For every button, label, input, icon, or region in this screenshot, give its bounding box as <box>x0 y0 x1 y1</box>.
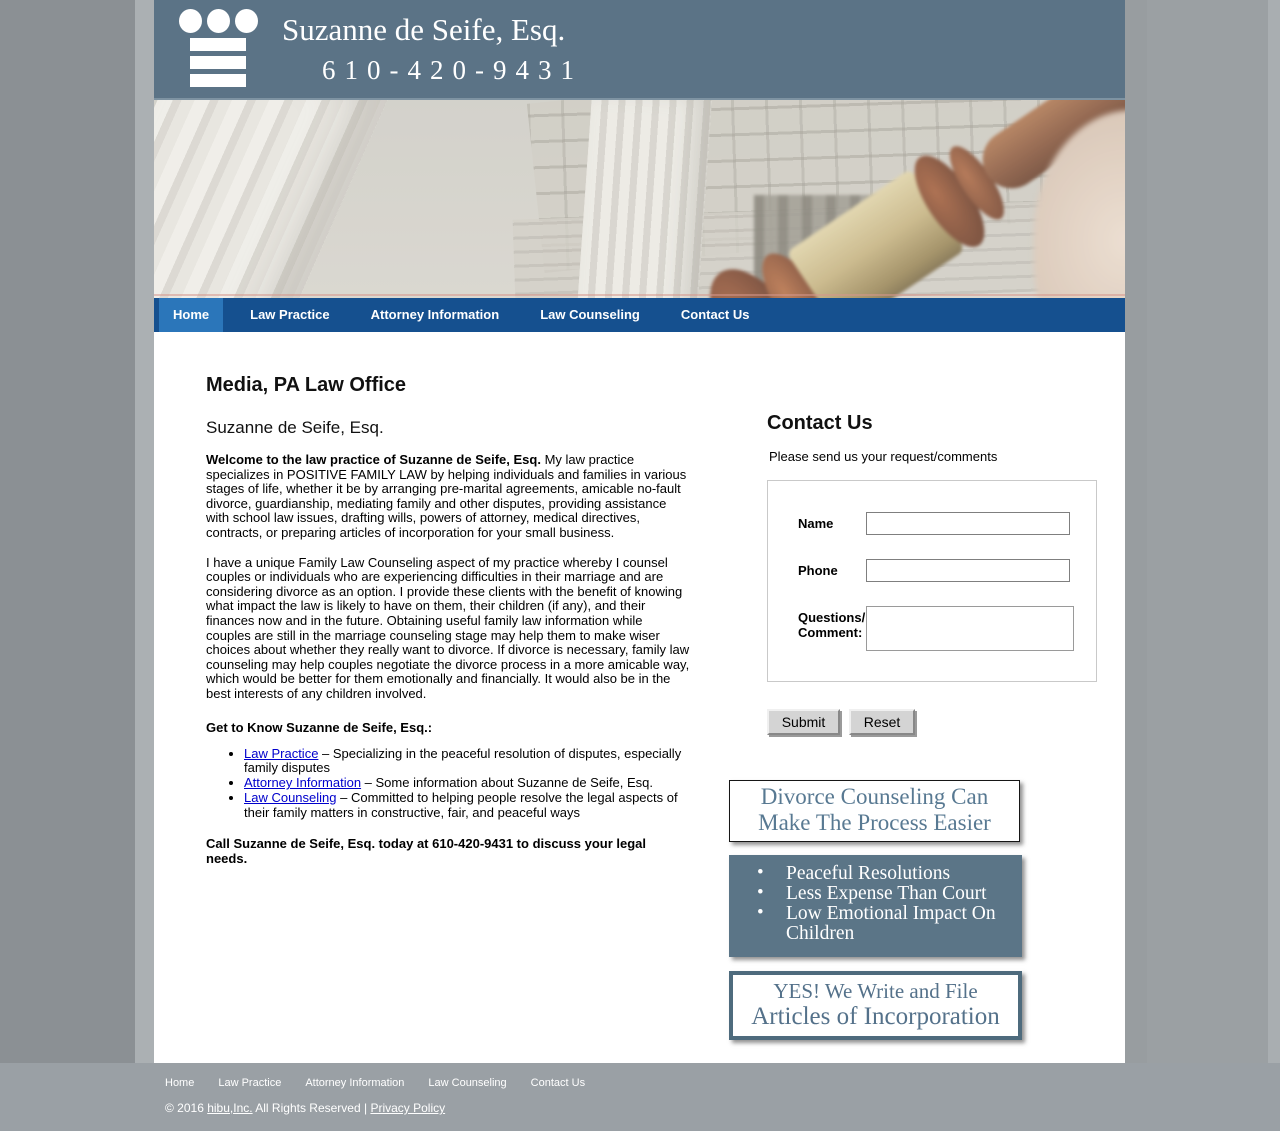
site-footer <box>0 1063 1280 1131</box>
benefit-item: • Peaceful Resolutions <box>757 864 1012 884</box>
sidebar-column <box>729 360 1125 1063</box>
phone-input[interactable] <box>866 559 1070 582</box>
logo-circle <box>179 9 202 33</box>
questions-label-line1: Questions/ <box>798 610 866 625</box>
banner-line: Divorce Counseling Can <box>760 784 989 809</box>
main-content <box>154 332 1125 1063</box>
masthead-text <box>282 12 583 86</box>
get-to-know-heading: Get to Know Suzanne de Seife, Esq.: <box>206 719 433 735</box>
privacy-policy-link[interactable]: Privacy Policy <box>370 1101 446 1115</box>
phone-row <box>798 559 1096 582</box>
site-title: Suzanne de Seife, Esq. <box>282 12 566 47</box>
footer-link-home[interactable]: Home <box>165 1077 195 1089</box>
hero-image <box>154 98 1125 298</box>
copyright-middle: All Rights Reserved | <box>252 1101 371 1115</box>
intro-paragraph <box>206 453 690 541</box>
benefit-item: • Less Expense Than Court <box>757 884 1012 904</box>
list-item-text: – Specializing in the peaceful resolution of disputes, especially family disputes <box>244 745 682 776</box>
copyright-line <box>165 1101 1280 1115</box>
logo-circle <box>235 9 258 33</box>
counseling-paragraph: I have a unique Family Law Counseling aspect of my practice whereby I counsel couples or individuals who are experiencing difficulties in their marriage and are considering divorce as an option. I provide these clients with the benefit of knowing what impact the law is likely to have on them, their children (if any), and their finances now and in the future. Obtaining useful family law information while couples are still in the marriage counseling stage may help them to make wiser choices about whether they really want to divorce. If divorce is necessary, family law counseling may help couples negotiate the divorce process in a more amicable way, which would be better for them emotionally and financially. It would also be in the best interests of any children involved. <box>206 554 690 701</box>
site-header <box>154 0 1125 98</box>
main-nav <box>154 298 1125 332</box>
hibu-link[interactable]: hibu,Inc. <box>207 1101 253 1115</box>
call-to-action: Call Suzanne de Seife, Esq. today at 610-420-9431 to discuss your legal needs. <box>206 836 647 867</box>
contact-instruction: Please send us your request/comments <box>769 449 998 464</box>
reset-button[interactable]: Reset <box>849 709 915 735</box>
banner-line: Articles of Incorporation <box>751 1003 1000 1030</box>
name-label: Name <box>798 516 834 531</box>
contact-us-heading: Contact Us <box>767 412 873 434</box>
questions-label <box>798 606 866 651</box>
list-item <box>244 747 690 776</box>
logo-bar <box>190 74 246 87</box>
logo-bar <box>190 38 246 51</box>
list-item <box>244 791 690 820</box>
name-row <box>798 512 1096 535</box>
nav-item-law-practice[interactable]: Law Practice <box>250 307 330 322</box>
page-content-column <box>154 0 1125 1063</box>
nav-item-attorney-information[interactable]: Attorney Information <box>370 307 500 322</box>
intro-text: My law practice specializes in POSITIVE FAMILY LAW by helping individuals and families in various stages of life, whether it be by arranging pre-marital agreements, amicable no-fault divorce, guardianship, mediating family and other disputes, providing assistance with school law issues, drafting wills, powers of attorney, medical directives, contracts, or preparing articles of incorporation for your small business. <box>206 452 687 540</box>
benefit-item: • Low Emotional Impact On Children <box>757 904 1012 944</box>
name-input[interactable] <box>866 512 1070 535</box>
benefits-banner <box>729 855 1022 957</box>
list-item-text: – Committed to helping people resolve the legal aspects of their family matters in constructive, fair, and peaceful ways <box>244 790 678 820</box>
footer-link-law-practice[interactable]: Law Practice <box>218 1077 282 1089</box>
nav-item-home[interactable]: Home <box>159 298 223 332</box>
logo-bars <box>178 38 258 87</box>
attorney-information-link[interactable]: Attorney Information <box>244 775 362 791</box>
contact-form <box>767 480 1097 682</box>
site-phone: 610-420-9431 <box>322 55 583 85</box>
divorce-counseling-banner <box>729 780 1020 842</box>
footer-link-law-counseling[interactable]: Law Counseling <box>428 1077 507 1089</box>
courthouse-columns-logo-icon[interactable] <box>178 9 258 87</box>
footer-link-contact-us[interactable]: Contact Us <box>530 1077 586 1089</box>
list-item <box>244 776 690 791</box>
logo-bar <box>190 56 246 69</box>
hero-wash-overlay <box>154 100 1125 298</box>
law-practice-link[interactable]: Law Practice <box>244 745 319 761</box>
footer-nav <box>165 1077 1280 1089</box>
logo-circle <box>207 9 230 33</box>
page-subheading: Suzanne de Seife, Esq. <box>206 418 384 437</box>
form-buttons <box>767 709 1125 735</box>
questions-row <box>798 606 1096 651</box>
page-title: Media, PA Law Office <box>206 374 407 396</box>
nav-item-law-counseling[interactable]: Law Counseling <box>540 307 640 322</box>
questions-textarea[interactable] <box>866 606 1074 651</box>
submit-button[interactable]: Submit <box>767 709 840 735</box>
banner-line: Make The Process Easier <box>758 810 991 835</box>
footer-link-attorney-information[interactable]: Attorney Information <box>305 1077 405 1089</box>
benefits-list <box>729 864 1022 944</box>
logo-circles <box>178 9 258 33</box>
questions-label-line2: Comment: <box>798 625 863 640</box>
copyright-prefix: © 2016 <box>165 1101 208 1115</box>
nav-item-contact-us[interactable]: Contact Us <box>680 307 750 322</box>
law-counseling-link[interactable]: Law Counseling <box>244 790 337 806</box>
phone-label: Phone <box>798 563 838 578</box>
intro-bold-lead: Welcome to the law practice of Suzanne de Seife, Esq. <box>206 452 541 467</box>
article-column <box>206 360 690 1063</box>
incorporation-banner <box>729 971 1022 1040</box>
banner-line: YES! We Write and File <box>773 979 978 1003</box>
list-item-text: – Some information about Suzanne de Seife, Esq. <box>361 775 654 791</box>
services-list <box>206 747 690 821</box>
